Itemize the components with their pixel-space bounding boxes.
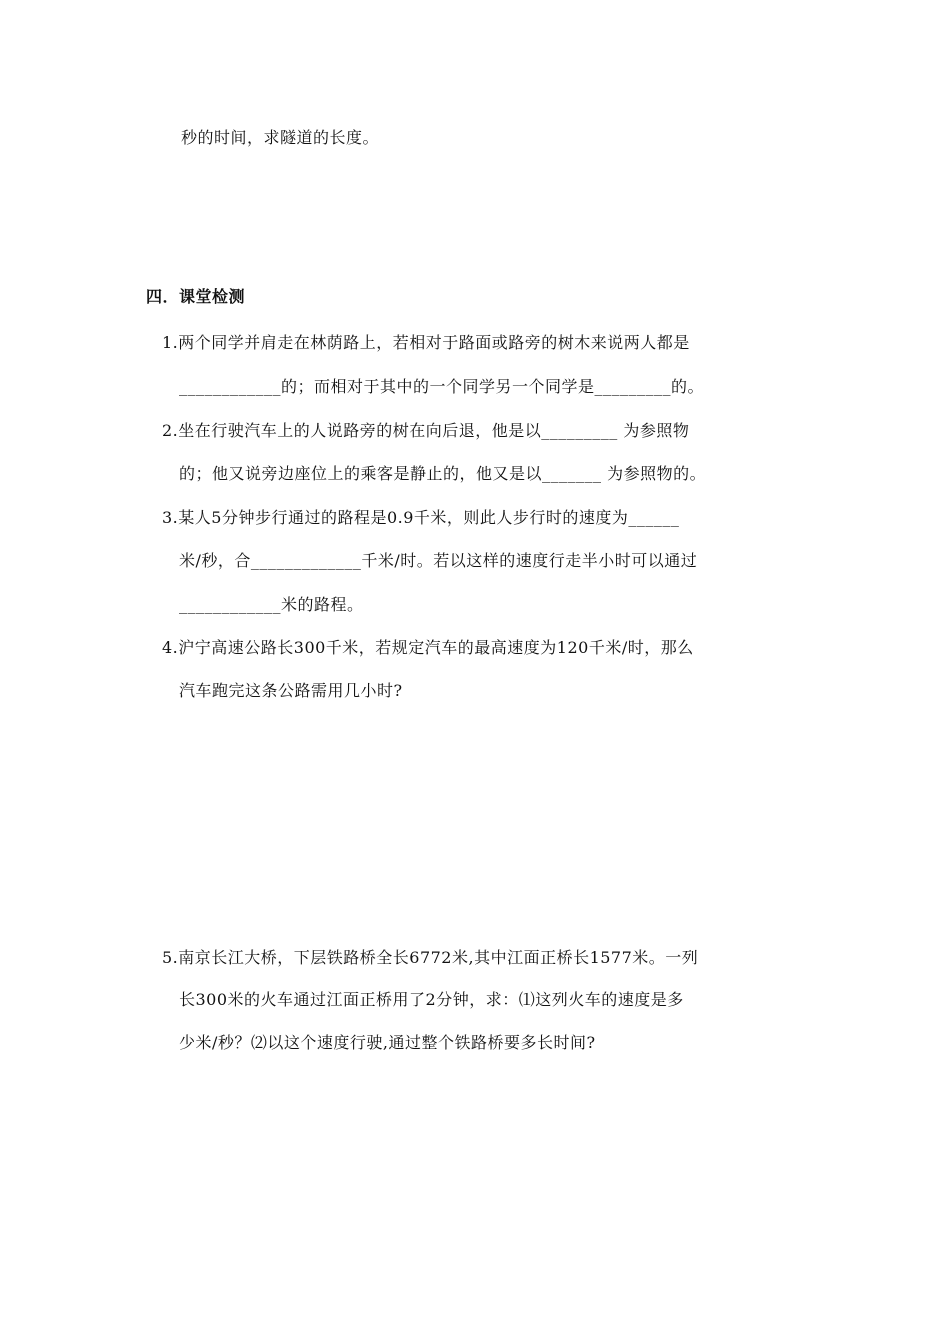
question-3-line-1: 3.某人5分钟步行通过的路程是0.9千米，则此人步行时的速度为______ xyxy=(162,508,680,527)
question-4-line-2: 汽车跑完这条公路需用几小时? xyxy=(179,681,403,700)
question-2-line-1: 2.坐在行驶汽车上的人说路旁的树在向后退，他是以_________ 为参照物 xyxy=(162,421,690,440)
question-1-line-1: 1.两个同学并肩走在林荫路上，若相对于路面或路旁的树木来说两人都是 xyxy=(162,333,690,352)
question-1-line-2: ____________的；而相对于其中的一个同学另一个同学是_________的。 xyxy=(179,377,705,396)
section-title: 四．课堂检测 xyxy=(146,287,246,306)
question-4-line-1: 4.沪宁高速公路长300千米，若规定汽车的最高速度为120千米/时，那么 xyxy=(162,638,694,657)
question-3-line-2: 米/秒，合_____________千米/时。若以这样的速度行走半小时可以通过 xyxy=(179,551,698,570)
question-5-line-2: 长300米的火车通过江面正桥用了2分钟，求：⑴这列火车的速度是多 xyxy=(179,990,684,1009)
question-5-line-1: 5.南京长江大桥，下层铁路桥全长6772米,其中江面正桥长1577米。一列 xyxy=(162,948,699,967)
question-3-line-3: ____________米的路程。 xyxy=(179,595,364,614)
continuation-text: 秒的时间，求隧道的长度。 xyxy=(181,128,380,147)
question-2-line-2: 的；他又说旁边座位上的乘客是静止的，他又是以_______ 为参照物的。 xyxy=(179,464,707,483)
question-5-line-3: 少米/秒？⑵以这个速度行驶,通过整个铁路桥要多长时间? xyxy=(179,1033,596,1052)
